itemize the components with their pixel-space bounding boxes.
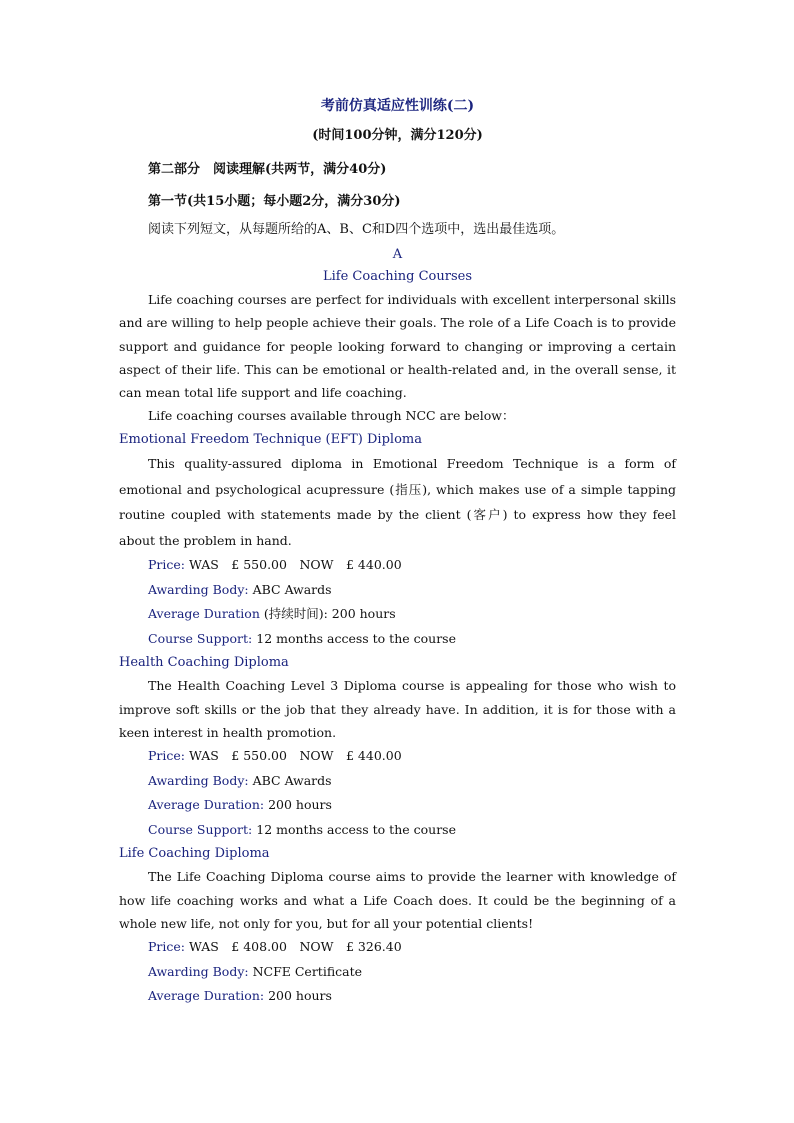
course-awarding-body-eft	[148, 578, 676, 603]
course-awarding-body-life-coaching	[148, 960, 676, 985]
awarding-body-value: ABC Awards	[248, 772, 332, 788]
awarding-body-value: NCFE Certificate	[248, 963, 363, 979]
duration-label: Average Duration	[148, 606, 260, 622]
duration-label: Average Duration:	[148, 988, 265, 1004]
course-description-health: The Health Coaching Level 3 Diploma course is appealing for those who wish to improve soft skills or the job that they already have. In addition, it is for those with a keen interest in health promotion.	[119, 678, 676, 741]
course-heading-eft: Emotional Freedom Technique (EFT) Diploma	[119, 432, 422, 448]
duration-label: Average Duration:	[148, 797, 265, 813]
course-description-life-coaching: The Life Coaching Diploma course aims to provide the learner with knowledge of how life coaching works and what a Life Coach does. It could be the beginning of a whole new life, not only for you, but for all your potential clients!	[119, 869, 676, 931]
course-price-health	[148, 744, 676, 769]
course-support-health	[148, 818, 676, 843]
course-heading-health: Health Coaching Diploma	[119, 655, 289, 671]
support-value: 12 months access to the course	[252, 630, 456, 646]
course-duration-health	[148, 793, 676, 818]
support-value: 12 months access to the course	[252, 821, 456, 837]
course-awarding-body-health	[148, 769, 676, 794]
price-label: Price:	[148, 557, 185, 573]
course-duration-eft	[148, 602, 676, 627]
course-heading-life-coaching: Life Coaching Diploma	[119, 846, 270, 862]
support-label: Course Support:	[148, 821, 253, 837]
part-heading: 第二部分 阅读理解(共两节，满分40分)	[148, 162, 387, 177]
price-label: Price:	[148, 939, 185, 955]
price-value: WAS £ 550.00 NOW £ 440.00	[185, 748, 402, 764]
document-page	[119, 96, 676, 1009]
price-value: WAS £ 408.00 NOW £ 326.40	[185, 939, 402, 955]
course-price-eft	[148, 553, 676, 578]
price-value: WAS £ 550.00 NOW £ 440.00	[185, 557, 402, 573]
duration-value: (持续时间): 200 hours	[259, 606, 396, 622]
support-label: Course Support:	[148, 630, 253, 646]
awarding-body-label: Awarding Body:	[148, 963, 249, 979]
course-price-life-coaching	[148, 935, 676, 960]
passage-title: Life Coaching Courses	[323, 269, 472, 284]
awarding-body-value: ABC Awards	[248, 581, 332, 597]
exam-time-note: (时间100分钟，满分120分)	[312, 128, 483, 143]
awarding-body-label: Awarding Body:	[148, 581, 249, 597]
exam-title: 考前仿真适应性训练(二)	[320, 98, 475, 114]
duration-value: 200 hours	[264, 797, 332, 813]
course-duration-life-coaching	[148, 984, 676, 1009]
passage-letter: A	[392, 247, 403, 262]
course-support-eft	[148, 627, 676, 652]
duration-value: 200 hours	[264, 988, 332, 1004]
subsection-heading: 第一节(共15小题；每小题2分，满分30分)	[148, 194, 401, 209]
courses-available-line: Life coaching courses available through NCC are below：	[148, 408, 515, 424]
course-description-eft: This quality-assured diploma in Emotional Freedom Technique is a form of emotional and psychological acupressure (指压), which makes use of a simple tapping routine coupled with statements made by the client (客户) to express how they feel about the problem in hand.	[119, 456, 676, 548]
instruction-text: 阅读下列短文，从每题所给的A、B、C和D四个选项中，选出最佳选项。	[148, 222, 565, 237]
awarding-body-label: Awarding Body:	[148, 772, 249, 788]
price-label: Price:	[148, 748, 185, 764]
intro-paragraph: Life coaching courses are perfect for individuals with excellent interpersonal skills and are willing to help people achieve their goals. The role of a Life Coach is to provide support and guidance for people looking forward to changing or improving a certain aspect of their life. This can be emotional or health-related and, in the overall sense, it can mean total life support and life coaching.	[119, 292, 676, 401]
